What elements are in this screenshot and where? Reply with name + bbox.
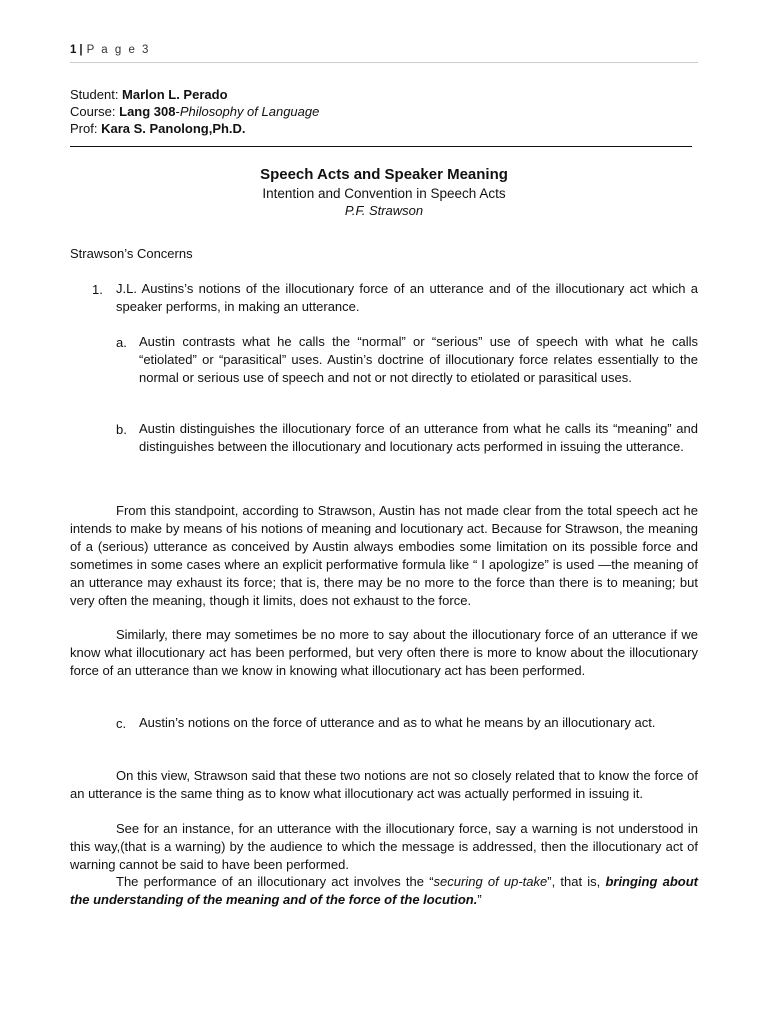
header-rule	[70, 62, 698, 63]
course-name: Philosophy of Language	[179, 104, 320, 119]
paragraph-3: On this view, Strawson said that these two notions are not so closely related that to know the force of an utterance is the same thing as to know what illocutionary act was actually performed in issuing it.	[70, 768, 698, 801]
sub-item-b-marker: b.	[116, 422, 127, 437]
course-line	[70, 103, 319, 120]
paragraph-2: Similarly, there may sometimes be no more to say about the illocutionary force of an utterance if we know what illocutionary act has been performed, but very often there is more to know about the illocutionary force of an utterance than we know in knowing what illocutionary act has been performed.	[70, 627, 698, 678]
course-code: Lang 308	[119, 104, 176, 119]
page-header	[70, 44, 698, 56]
page-separator: |	[79, 44, 83, 56]
prof-label: Prof:	[70, 121, 102, 136]
prof-line	[70, 120, 319, 137]
student-label: Student:	[70, 87, 123, 102]
sub-item-a-text: Austin contrasts what he calls the “normal” or “serious” use of speech with what he calls “etiolated” or “parasitical” uses. Austin’s doctrine of illocutionary force relates essentially to the normal or serious use of speech and not or not directly to etiolated or parasitical uses.	[139, 334, 698, 385]
section-heading: Strawson’s Concerns	[70, 246, 193, 261]
student-info	[70, 86, 319, 137]
paragraph-5-pre: The performance of an illocutionary act involves the “	[116, 874, 434, 889]
course-label: Course:	[70, 104, 120, 119]
sub-item-c-text: Austin’s notions on the force of utterance and as to what he means by an illocutionary act.	[139, 715, 656, 730]
separator-line	[70, 146, 692, 147]
course-dash: -	[175, 104, 180, 119]
student-name: Marlon L. Perado	[122, 87, 228, 102]
paragraph-5-end: ”	[477, 892, 482, 907]
paragraph-5-mid: ”, that is,	[547, 874, 606, 889]
document-subtitle: Intention and Convention in Speech Acts	[262, 186, 506, 201]
paragraph-5-italic: securing of up-take	[433, 874, 548, 889]
page-number: 1	[70, 44, 77, 56]
list-item-1-marker: 1.	[92, 282, 103, 297]
paragraph-1: From this standpoint, according to Strawson, Austin has not made clear from the total speech act he intends to make by means of his notions of meaning and locutionary act. Because for Strawson, the meaning of a (serious) utterance as conceived by Austin always embodies some limitation on its possible force and sometimes in some cases where an explicit performative formula like “ I apologize” is used —the meaning of an utterance may exhaust its force; that is, there may be no more to the force than there is to meaning; but very often the meaning, though it limits, does not exhaust to the force.	[70, 503, 698, 608]
document-author: P.F. Strawson	[344, 203, 424, 218]
paragraph-4: See for an instance, for an utterance with the illocutionary force, say a warning is not understood in this way,(that is a warning) by the audience to which the message is addressed, then the illocutionary act of warning cannot be said to have been performed.	[70, 821, 698, 872]
title-block	[70, 165, 698, 219]
sub-item-a-marker: a.	[116, 335, 127, 350]
list-item-1-text: J.L. Austins’s notions of the illocutionary force of an utterance and of the illocutionary act which a speaker performs, in making an utterance.	[116, 281, 698, 314]
sub-item-b-text: Austin distinguishes the illocutionary force of an utterance from what he calls its “meaning” and distinguishes between the illocutionary and locutionary acts performed in issuing the utterance.	[139, 421, 698, 454]
paragraph-5	[70, 873, 698, 909]
page-label: P a g e 3	[86, 44, 151, 56]
student-line	[70, 86, 319, 103]
prof-name: Kara S. Panolong,Ph.D.	[101, 121, 246, 136]
paragraph-5-bold: bringing about the understanding of the meaning and of the force of the locution.	[70, 874, 698, 907]
document-title: Speech Acts and Speaker Meaning	[260, 166, 508, 183]
sub-item-c-marker: c.	[116, 716, 127, 731]
